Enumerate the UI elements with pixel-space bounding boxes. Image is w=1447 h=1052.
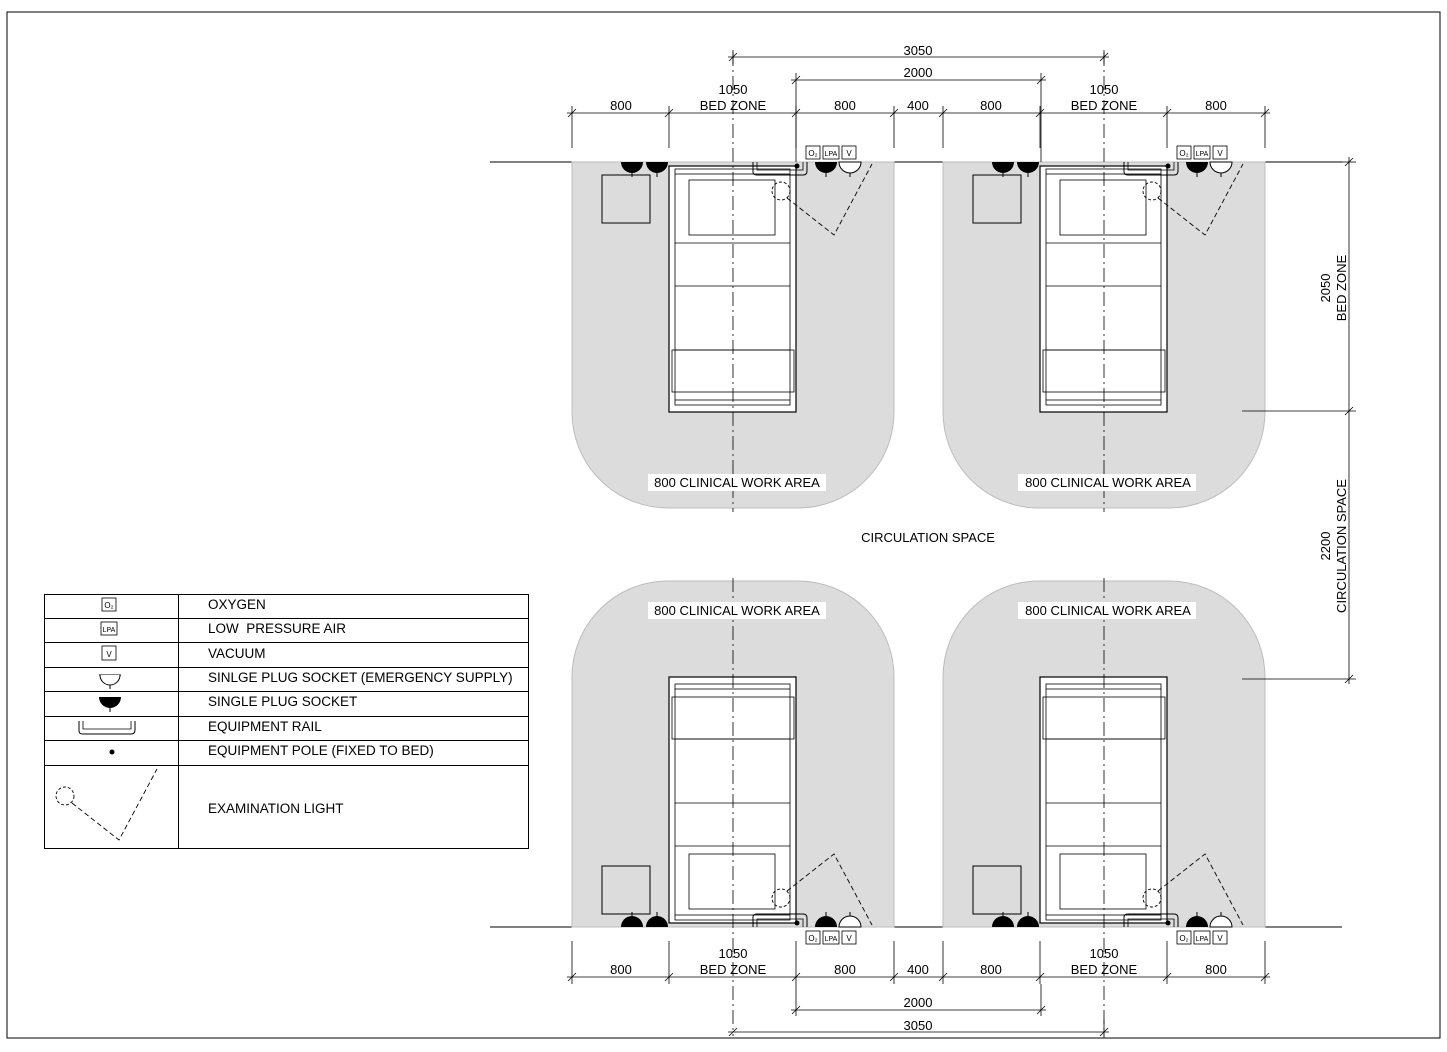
dimension-bed-spacing: 2000 [903, 995, 933, 1010]
oxygen-tag: O₂ [808, 934, 818, 943]
dimension-400: 400 [907, 98, 929, 113]
oxygen-tag: O₂ [808, 149, 818, 158]
legend-label-equipment-pole: EQUIPMENT POLE (FIXED TO BED) [208, 743, 434, 758]
dimension-800: 800 [1205, 962, 1227, 977]
side-bed-zone-label: BED ZONE [1334, 254, 1349, 322]
dimension-bed-spacing: 2000 [903, 65, 933, 80]
dimension-400: 400 [907, 962, 929, 977]
bottom-dimension-chain [567, 941, 1270, 1038]
service-outlets-top-right [1177, 146, 1227, 159]
dimension-800: 800 [1205, 98, 1227, 113]
legend-label-examination-light: EXAMINATION LIGHT [208, 801, 344, 816]
clinical-work-area-label: 800 CLINICAL WORK AREA [1025, 603, 1191, 618]
dimension-800: 800 [610, 98, 632, 113]
lpa-tag: LPA [824, 151, 838, 158]
side-circulation-label: CIRCULATION SPACE [1334, 479, 1349, 613]
top-dimension-chain [567, 43, 1270, 162]
bed-zone-label: BED ZONE [699, 98, 767, 113]
legend-label-emergency-socket: SINLGE PLUG SOCKET (EMERGENCY SUPPLY) [208, 670, 513, 685]
svg-text:V: V [106, 650, 112, 659]
dimension-overall: 3050 [903, 1018, 933, 1033]
dimension-overall: 3050 [903, 43, 933, 58]
lpa-tag: LPA [1195, 151, 1209, 158]
dimension-bed-zone-width: 1050 [1089, 82, 1119, 97]
clinical-work-area-label: 800 CLINICAL WORK AREA [1025, 475, 1191, 490]
legend-label-equipment-rail: EQUIPMENT RAIL [208, 719, 322, 734]
service-outlets-bottom-right [1177, 931, 1227, 944]
clinical-work-area-label: 800 CLINICAL WORK AREA [654, 475, 820, 490]
vacuum-tag: V [846, 149, 852, 158]
dimension-800: 800 [834, 98, 856, 113]
dimension-800: 800 [610, 962, 632, 977]
svg-text:O₂: O₂ [104, 601, 114, 610]
bed-zone-label: BED ZONE [699, 962, 767, 977]
oxygen-tag: O₂ [1179, 149, 1189, 158]
legend-label-vacuum: VACUUM [208, 646, 266, 661]
vacuum-tag: V [1217, 149, 1223, 158]
oxygen-tag: O₂ [1179, 934, 1189, 943]
service-outlets-bottom-left [806, 931, 856, 944]
svg-text:LPA: LPA [102, 627, 116, 634]
dimension-bed-zone-width: 1050 [1089, 946, 1119, 961]
legend-label-single-socket: SINGLE PLUG SOCKET [208, 694, 358, 709]
vacuum-tag: V [846, 934, 852, 943]
service-outlets-top-left [806, 146, 856, 159]
dimension-800: 800 [980, 962, 1002, 977]
legend-label-oxygen: OXYGEN [208, 597, 266, 612]
clinical-work-area-label: 800 CLINICAL WORK AREA [654, 603, 820, 618]
dimension-bed-zone-width: 1050 [718, 82, 748, 97]
lpa-tag: LPA [1195, 936, 1209, 943]
dimension-800: 800 [980, 98, 1002, 113]
dimension-800: 800 [834, 962, 856, 977]
bed-zone-label: BED ZONE [1070, 962, 1138, 977]
legend-label-low-pressure-air: LOW PRESSURE AIR [208, 621, 347, 636]
dimension-circulation-depth: 2200 [1318, 531, 1333, 561]
bed-zone-label: BED ZONE [1070, 98, 1138, 113]
dimension-bed-zone-width: 1050 [718, 946, 748, 961]
lpa-tag: LPA [824, 936, 838, 943]
circulation-space-label: CIRCULATION SPACE [861, 530, 995, 545]
vacuum-tag: V [1217, 934, 1223, 943]
dimension-bed-zone-depth: 2050 [1318, 273, 1333, 303]
